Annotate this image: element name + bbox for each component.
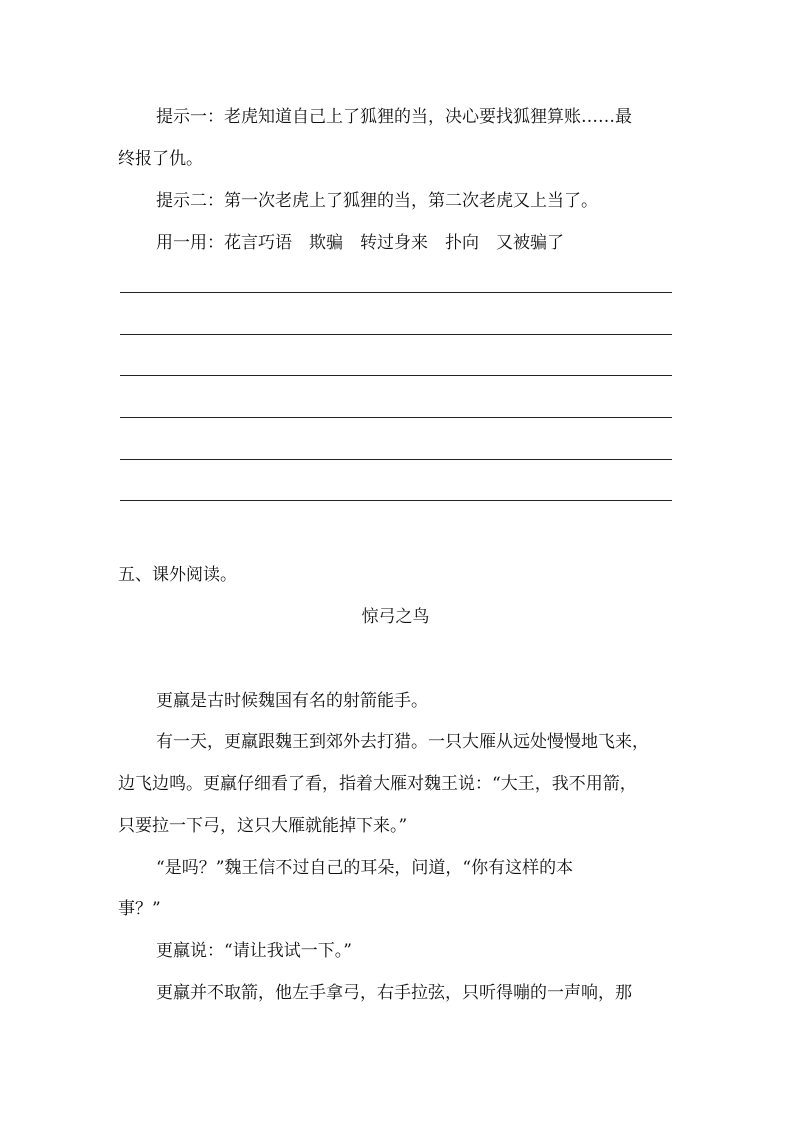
answer-line[interactable] <box>120 375 672 376</box>
answer-line[interactable] <box>120 417 672 418</box>
story-paragraph: 更羸是古时候魏国有名的射箭能手。 <box>156 691 428 711</box>
use-words-line: 用一用：花言巧语 欺骗 转过身来 扑向 又被骗了 <box>156 233 564 253</box>
section-five-heading: 五、课外阅读。 <box>118 565 237 585</box>
story-paragraph: 只要拉一下弓，这只大雁就能掉下来。” <box>118 816 408 836</box>
answer-line[interactable] <box>120 459 672 460</box>
story-paragraph: “是吗？”魏王信不过自己的耳朵，问道，“你有这样的本 <box>156 858 574 878</box>
story-paragraph: 边飞边鸣。更羸仔细看了看，指着大雁对魏王说：“大王，我不用箭， <box>118 774 637 794</box>
hint-two: 提示二：第一次老虎上了狐狸的当，第二次老虎又上当了。 <box>156 191 598 211</box>
hint-one-line-2: 终报了仇。 <box>118 149 203 169</box>
answer-line[interactable] <box>120 500 672 501</box>
story-paragraph: 有一天，更羸跟魏王到郊外去打猎。一只大雁从远处慢慢地飞来， <box>156 732 649 752</box>
answer-line[interactable] <box>120 334 672 335</box>
story-title: 惊弓之鸟 <box>361 607 430 627</box>
story-paragraph: 更羸说：“请让我试一下。” <box>156 941 352 961</box>
story-paragraph: 事？” <box>118 899 161 919</box>
answer-line[interactable] <box>120 292 672 293</box>
story-paragraph: 更羸并不取箭，他左手拿弓，右手拉弦，只听得嘣的一声响，那 <box>156 983 632 1003</box>
hint-one-line-1: 提示一：老虎知道自己上了狐狸的当，决心要找狐狸算账……最 <box>156 107 632 127</box>
